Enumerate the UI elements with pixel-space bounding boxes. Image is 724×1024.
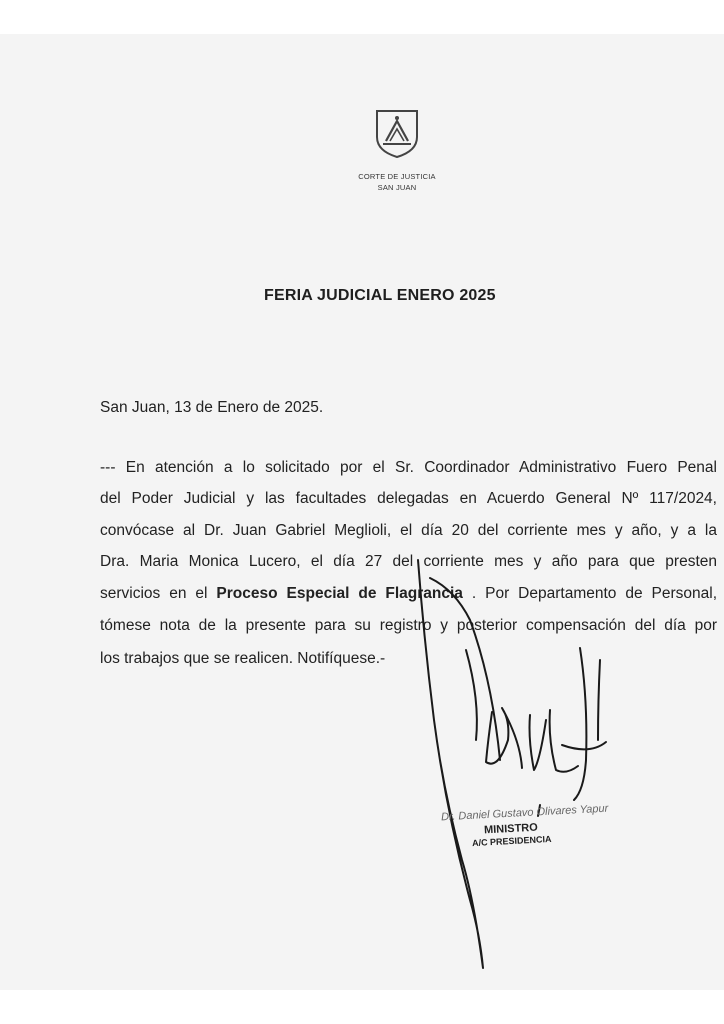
dateline: San Juan, 13 de Enero de 2025. <box>100 399 324 416</box>
body-line: Dra. Maria Monica Lucero, el día 27 del corriente mes y año para que presten <box>100 553 717 570</box>
signatory-name: Dr. Daniel Gustavo Olivares Yapur <box>440 802 609 824</box>
court-seal-icon <box>373 107 421 159</box>
court-name-line1: CORTE DE JUSTICIA <box>358 172 436 181</box>
body-line: los trabajos que se realicen. Notifíquese.- <box>100 650 386 667</box>
body-text: . Por Departamento de Personal, <box>462 585 718 602</box>
court-name-line2: SAN JUAN <box>377 183 417 192</box>
highlighted-process-name: Proceso Especial de Flagrancia <box>216 585 463 602</box>
body-line <box>100 585 717 603</box>
body-line: convócase al Dr. Juan Gabriel Meglioli, el día 20 del corriente mes y año, y a la <box>100 522 717 539</box>
body-line: del Poder Judicial y las facultades delegadas en Acuerdo General Nº 117/2024, <box>100 490 717 507</box>
body-line: --- En atención a lo solicitado por el Sr. Coordinador Administrativo Fuero Penal <box>100 459 717 476</box>
body-text: servicios en el <box>100 585 217 602</box>
signatory-role: MINISTRO <box>483 821 539 837</box>
court-name <box>340 171 454 193</box>
body-line: tómese nota de la presente para su registro y posterior compensación del día por <box>100 617 717 634</box>
document-title: FERIA JUDICIAL ENERO 2025 <box>264 287 496 304</box>
signatory-subtitle: A/C PRESIDENCIA <box>471 833 552 849</box>
